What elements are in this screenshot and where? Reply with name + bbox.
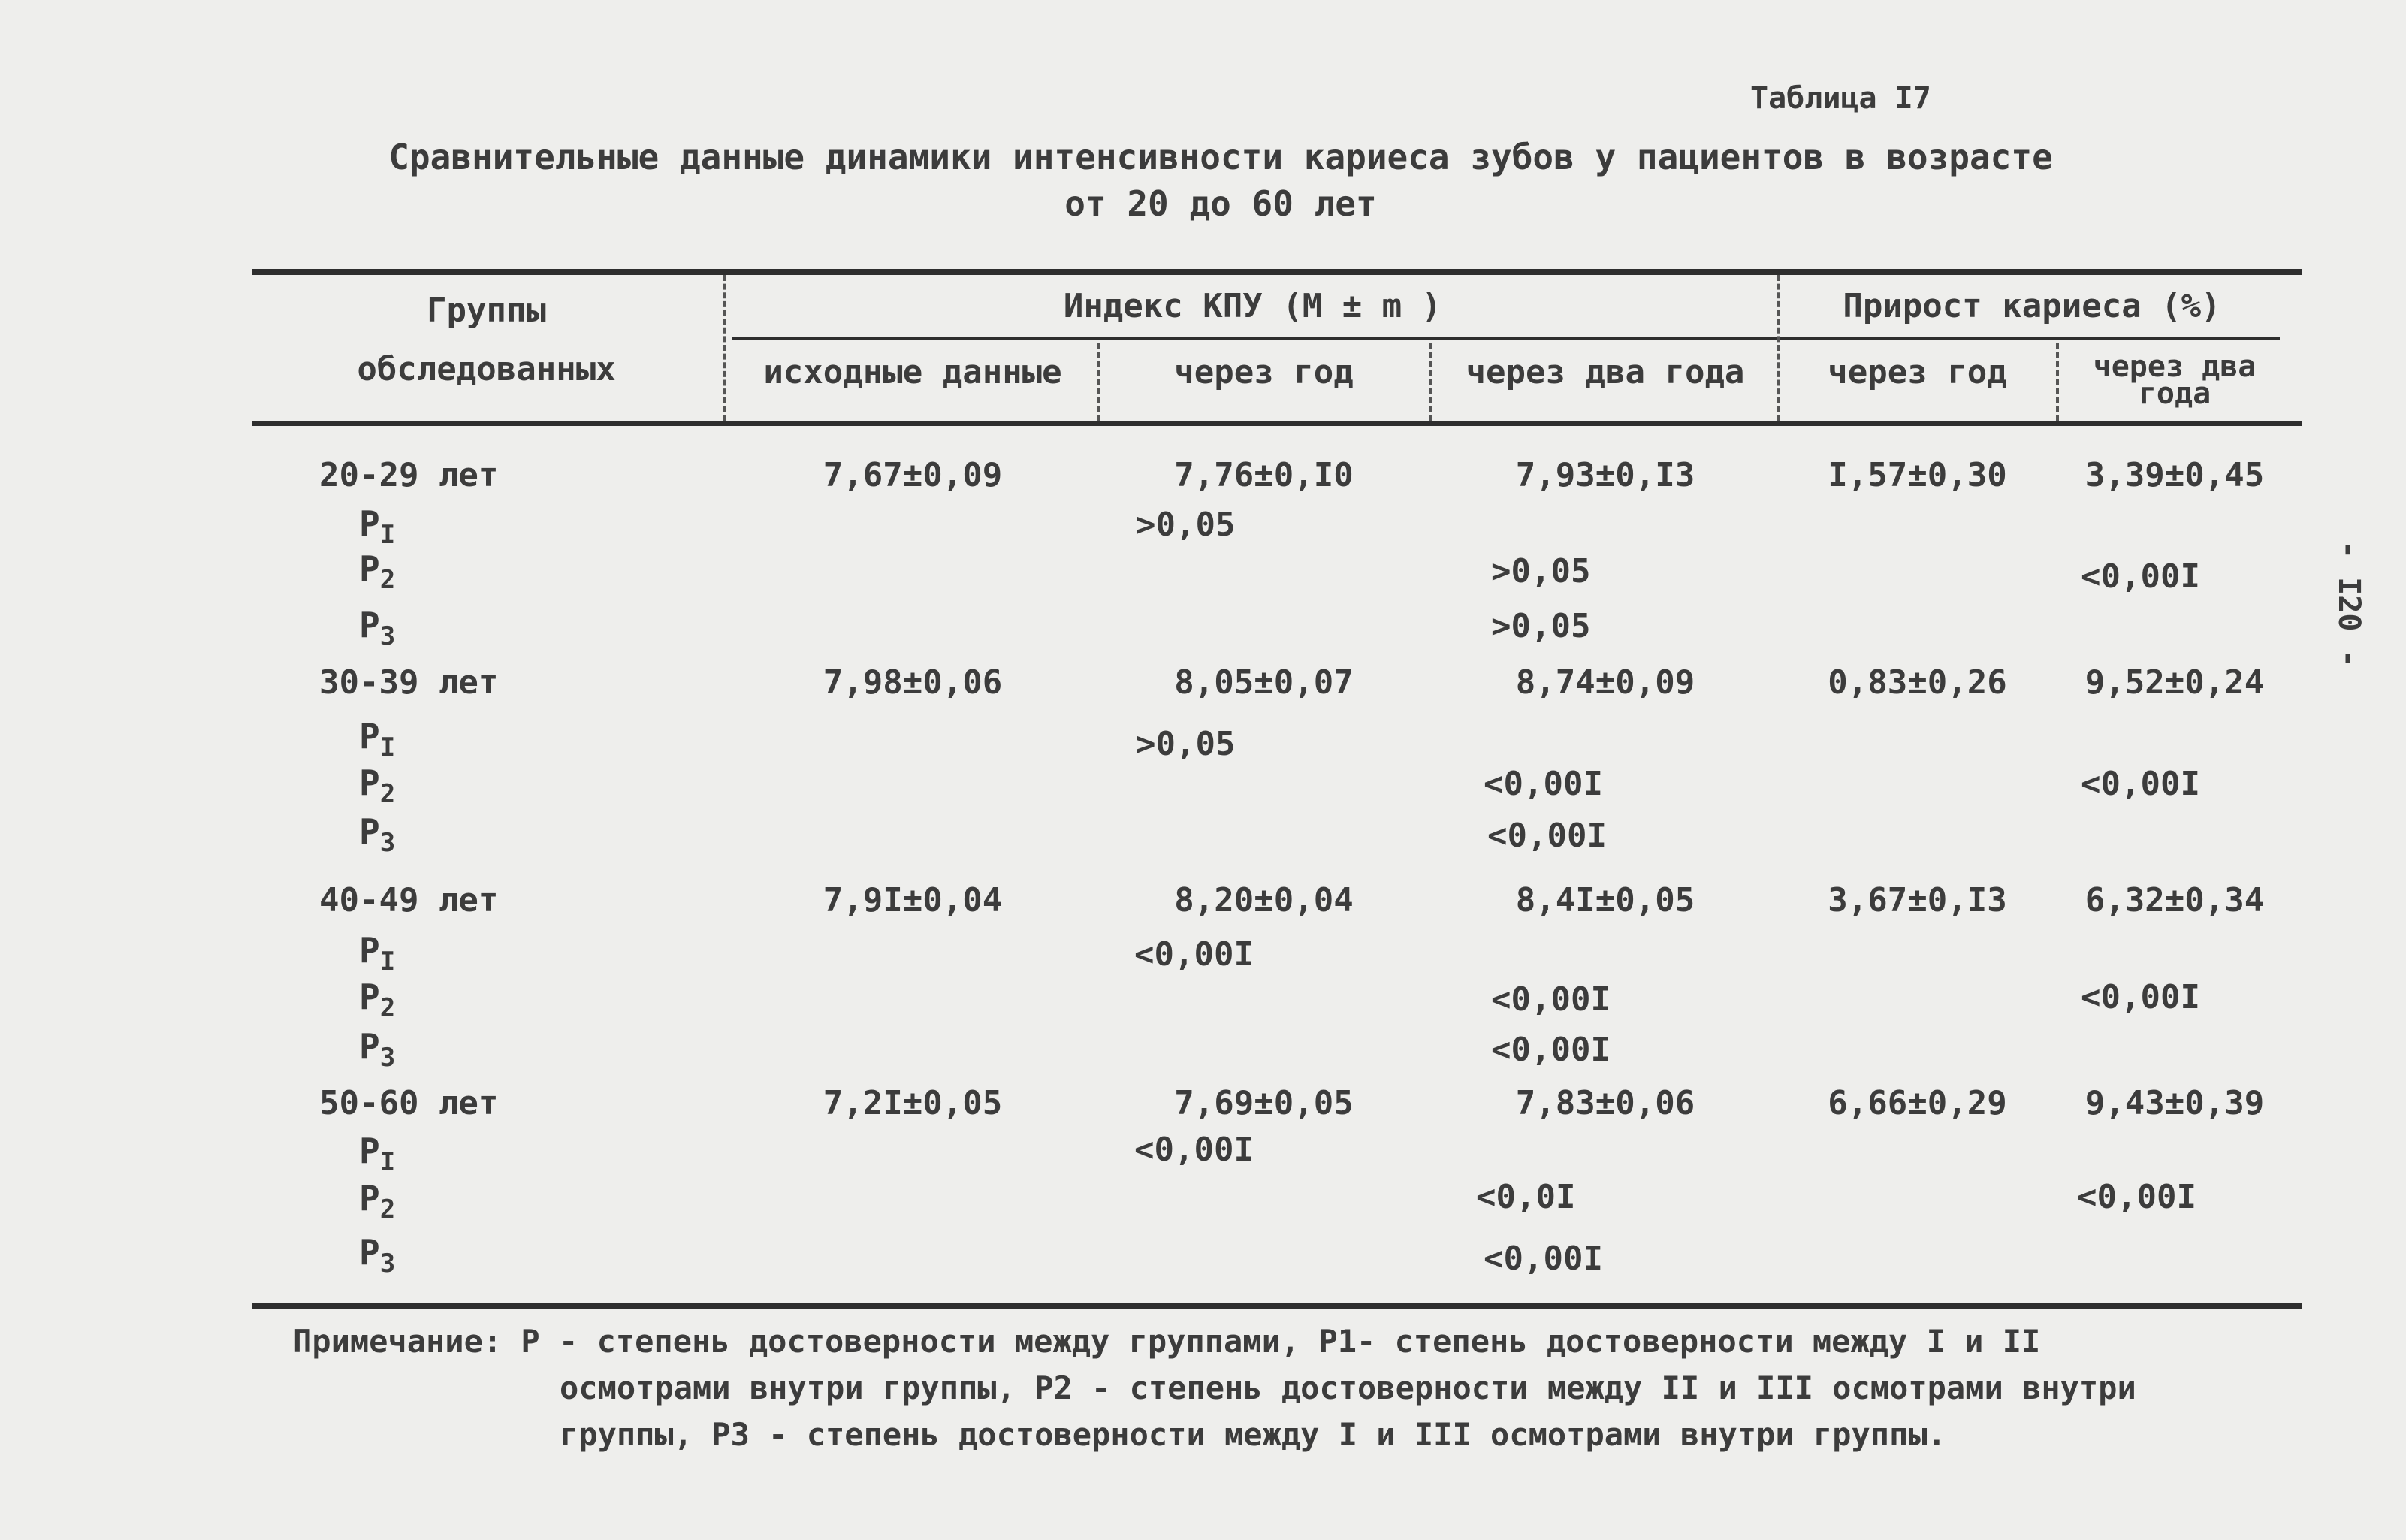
p-value: <0,00I — [2081, 765, 2200, 803]
p-value: <0,00I — [1484, 765, 1603, 803]
group-label: 30-39 лет — [319, 663, 499, 702]
table-cell: 6,32±0,34 — [2084, 881, 2265, 919]
table-bottom-rule — [252, 1303, 2302, 1309]
table-cell: 7,83±0,06 — [1515, 1084, 1695, 1122]
p-value: >0,05 — [1136, 725, 1236, 763]
table-cell: 7,2I±0,05 — [823, 1084, 1003, 1122]
p-value: <0,00I — [2081, 978, 2200, 1016]
p-value: <0,00I — [2077, 1178, 2196, 1216]
table-note — [293, 1318, 2136, 1458]
p-value: >0,05 — [1491, 607, 1591, 645]
header-groups-line-1: Группы — [427, 291, 546, 330]
table-cell: 7,98±0,06 — [823, 663, 1003, 702]
group-label: 40-49 лет — [319, 881, 499, 919]
header-col-after-two-years: через два года — [1466, 353, 1745, 391]
header-col-increase-two-years: через два года — [2093, 349, 2257, 411]
table-cell: 7,67±0,09 — [823, 456, 1003, 494]
p2-label: $P_2$ — [359, 1178, 396, 1225]
table-cell: 7,69±0,05 — [1174, 1084, 1354, 1122]
group-label: 50-60 лет — [319, 1084, 499, 1122]
note-line-2: осмотрами внутри группы, P2 - степень достоверности между II и III осмотрами внутри — [560, 1369, 2136, 1406]
header-col-baseline: исходные данные — [763, 353, 1062, 391]
header-divider — [723, 275, 726, 421]
p3-label: $P_3$ — [359, 605, 396, 652]
header-subrule — [732, 337, 2280, 340]
table-cell: 8,4I±0,05 — [1515, 881, 1695, 919]
table-cell: 8,74±0,09 — [1515, 663, 1695, 702]
table-cell: 7,76±0,I0 — [1174, 456, 1354, 494]
header-col-after-year: через год — [1174, 353, 1354, 391]
header-col-increase-year: через год — [1828, 353, 2007, 391]
p2-label: $P_2$ — [359, 548, 396, 596]
p2-label: $P_2$ — [359, 762, 396, 810]
header-increase-group: Прирост кариеса (%) — [1843, 287, 2221, 325]
p3-label: $P_3$ — [359, 811, 396, 859]
header-bottom-rule — [252, 421, 2302, 426]
p3-label: $P_3$ — [359, 1232, 396, 1279]
note-line-1: Примечание: P - степень достоверности между группами, P1- степень достоверности между I и II — [293, 1323, 2041, 1360]
p-value: <0,00I — [1491, 1031, 1611, 1069]
table-cell: 3,67±0,I3 — [1828, 881, 2007, 919]
header-index-group: Индекс КПУ (M ± m ) — [1063, 287, 1442, 325]
p1-label: $P_I$ — [359, 1131, 396, 1178]
p-value: <0,0I — [1476, 1178, 1576, 1216]
table-top-rule — [252, 269, 2302, 275]
header-divider — [1097, 343, 1100, 421]
header-divider — [1777, 275, 1780, 421]
table-label: Таблица I7 — [1750, 81, 1931, 116]
p-value: <0,00I — [1491, 980, 1611, 1019]
group-label: 20-29 лет — [319, 456, 499, 494]
p2-label: $P_2$ — [359, 977, 396, 1024]
table-cell: 7,93±0,I3 — [1515, 456, 1695, 494]
p-value: >0,05 — [1491, 552, 1591, 590]
p1-label: $P_I$ — [359, 503, 396, 551]
table-cell: 8,20±0,04 — [1174, 881, 1354, 919]
table-cell: I,57±0,30 — [1828, 456, 2007, 494]
p3-label: $P_3$ — [359, 1026, 396, 1073]
table-cell: 6,66±0,29 — [1828, 1084, 2007, 1122]
p-value: <0,00I — [1134, 935, 1254, 974]
header-divider — [1429, 343, 1432, 421]
table-cell: 7,9I±0,04 — [823, 881, 1003, 919]
table-cell: 0,83±0,26 — [1828, 663, 2007, 702]
p-value: <0,00I — [2081, 557, 2200, 596]
p1-label: $P_I$ — [359, 716, 396, 763]
table-cell: 8,05±0,07 — [1174, 663, 1354, 702]
p1-label: $P_I$ — [359, 930, 396, 977]
p-value: >0,05 — [1136, 506, 1236, 544]
header-groups-line-2: обследованных — [357, 350, 616, 388]
p-value: <0,00I — [1484, 1240, 1603, 1278]
table-cell: 3,39±0,45 — [2084, 456, 2265, 494]
table-title-line-1: Сравнительные данные динамики интенсивности кариеса зубов у пациентов в возрасте — [388, 137, 2053, 177]
table-cell: 9,43±0,39 — [2084, 1084, 2265, 1122]
p-value: <0,00I — [1134, 1131, 1254, 1169]
page-number: - I20 - — [2332, 541, 2366, 668]
table-cell: 9,52±0,24 — [2084, 663, 2265, 702]
header-divider — [2056, 343, 2059, 421]
table-title-line-2: от 20 до 60 лет — [1064, 183, 1377, 224]
note-line-3: группы, P3 - степень достоверности между I и III осмотрами внутри группы. — [560, 1416, 1946, 1453]
p-value: <0,00I — [1487, 817, 1607, 855]
